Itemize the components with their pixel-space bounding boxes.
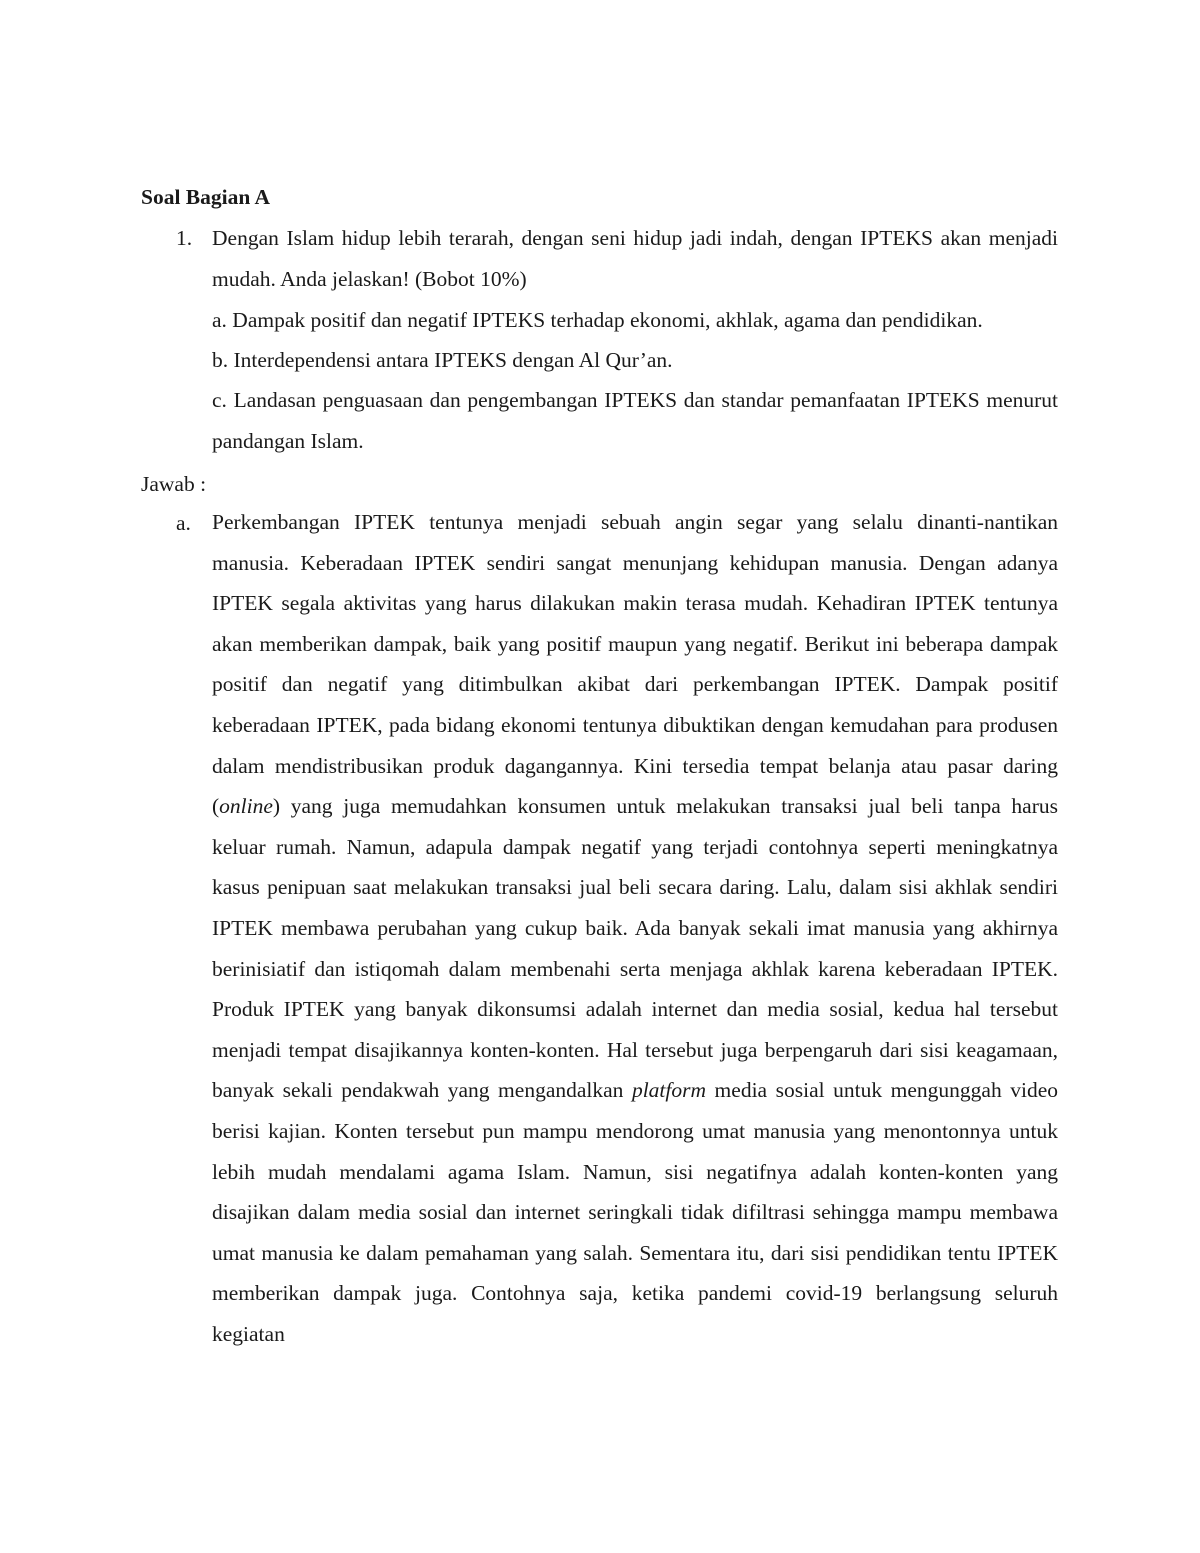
answer-label: Jawab : xyxy=(141,472,207,496)
question-item-b: b. Interdependensi antara IPTEKS dengan Al Qur’an. xyxy=(212,348,673,372)
answer-italic-online: online xyxy=(219,794,273,819)
answer-text-part-1: Perkembangan IPTEK tentunya menjadi sebuah angin segar yang selalu dinanti-nantikan manusia. Keberadaan IPTEK sendiri sangat menunjang kehidupan manusia. Dengan adanya IPTEK segala aktivitas yang harus dilakukan makin terasa mudah. Kehadiran IPTEK tentunya akan memberikan dampak, baik yang positif maupun yang negatif. Berikut ini beberapa dampak positif dan negatif yang ditimbulkan akibat dari perkembangan IPTEK. Dampak positif keberadaan IPTEK, pada bidang ekonomi tentunya dibuktikan dengan kemudahan para produsen dalam mendistribusikan produk dagangannya. Kini tersedia tempat belanja atau pasar daring ( xyxy=(212,510,1058,819)
question-item-a: a. Dampak positif dan negatif IPTEKS terhadap ekonomi, akhlak, agama dan pendidikan. xyxy=(212,308,983,332)
section-heading: Soal Bagian A xyxy=(141,185,271,209)
answer-text-part-2: ) yang juga memudahkan konsumen untuk melakukan transaksi jual beli tanpa harus keluar rumah. Namun, adapula dampak negatif yang terjadi contohnya seperti meningkatnya kasus penipuan saat melakukan transaksi jual beli secara daring. Lalu, dalam sisi akhlak sendiri IPTEK membawa perubahan yang cukup baik. Ada banyak sekali imat manusia yang akhirnya berinisiatif dan istiqomah dalam membenahi serta menjaga akhlak karena keberadaan IPTEK. Produk IPTEK yang banyak dikonsumsi adalah internet dan media sosial, kedua hal tersebut menjadi tempat disajikannya konten-konten. Hal tersebut juga berpengaruh dari sisi keagamaan, banyak sekali pendakwah yang mengandalkan xyxy=(212,794,1058,1103)
question-text: Dengan Islam hidup lebih terarah, dengan seni hidup jadi indah, dengan IPTEKS akan menjadi mudah. Anda jelaskan! (Bobot 10%) xyxy=(212,226,1058,291)
answer-text-part-3: media sosial untuk mengunggah video berisi kajian. Konten tersebut pun mampu mendorong umat manusia yang menontonnya untuk lebih mudah mendalami agama Islam. Namun, sisi negatifnya adalah konten-konten yang disajikan dalam media sosial dan internet seringkali tidak difiltrasi sehingga mampu membawa umat manusia ke dalam pemahaman yang salah. Sementara itu, dari sisi pendidikan tentu IPTEK memberikan dampak juga. Contohnya saja, ketika pandemi covid-19 berlangsung seluruh kegiatan xyxy=(212,1078,1058,1346)
question-number: 1. xyxy=(176,226,193,250)
answer-italic-platform: platform xyxy=(631,1078,707,1103)
answer-paragraph xyxy=(212,502,1058,1354)
question-item-c: c. Landasan penguasaan dan pengembangan IPTEKS dan standar pemanfaatan IPTEKS menurut pandangan Islam. xyxy=(212,388,1058,453)
answer-marker: a. xyxy=(176,511,191,535)
